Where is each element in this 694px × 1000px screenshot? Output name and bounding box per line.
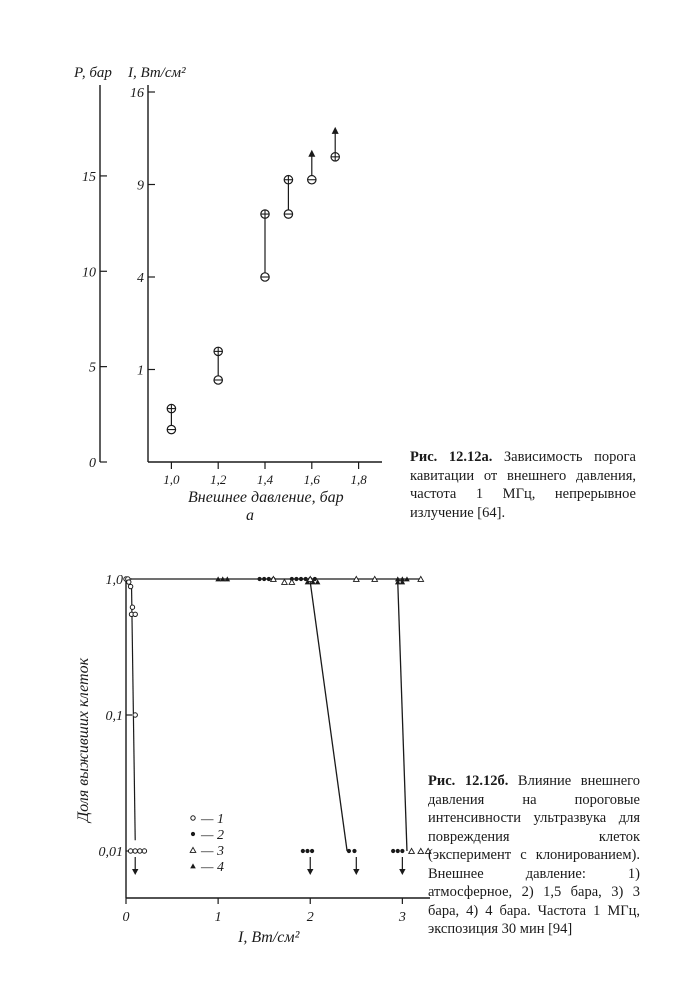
chart-a-right-tick-label: 4 (137, 271, 144, 286)
chart-b-point-series-1 (142, 849, 146, 853)
chart-a-right-ticks (130, 86, 155, 379)
chart-b-down-arrow-head (307, 869, 313, 875)
chart-b-point-series-3 (409, 848, 415, 853)
chart-b-point-series-2 (301, 849, 305, 853)
chart-b-x-axis-label: I, Вт/см² (238, 929, 300, 946)
chart-b-legend-label: — 4 (201, 860, 224, 875)
chart-b-down-arrow-head (399, 869, 405, 875)
chart-a-x-tick-label: 1,2 (210, 472, 227, 487)
chart-b-legend-label: — 2 (201, 828, 224, 843)
chart-b-y-axis-label: Доля выживших клеток (75, 657, 92, 822)
chart-b-point-series-1 (138, 849, 142, 853)
chart-b-point-series-1 (133, 612, 137, 616)
chart-b-point-series-3 (282, 579, 288, 584)
chart-a-x-ticks (163, 462, 367, 487)
chart-a-x-tick-label: 1,0 (163, 472, 180, 487)
chart-a-x-tick-label: 1,4 (256, 472, 274, 487)
chart-b-point-series-2 (262, 577, 266, 581)
chart-b (75, 573, 431, 946)
figure-b-caption-text: Влияние внешнего давления на пороговые интенсивности ультразвука для повреждения клеток (эксперимент с клонированием). Внешнее давление: 1) атмосферное, 2) 1,5 бара, 3) 3 бара, 4) 4 бара. Частота 1 МГц, экспозиция 30 мин [94] (428, 773, 640, 937)
chart-a-arrow-head (332, 127, 339, 134)
chart-b-point-series-1 (133, 713, 137, 717)
chart-a-arrow-head (308, 150, 315, 157)
chart-b-point-series-1 (127, 580, 131, 584)
chart-b-point-series-2 (396, 849, 400, 853)
chart-a-x-tick-label: 1,6 (303, 472, 320, 487)
chart-b-point-series-1 (128, 849, 132, 853)
chart-a-left-tick-label: 5 (89, 360, 96, 376)
chart-a-right-axis-label: I, Вт/см² (128, 65, 186, 81)
figure-b-caption (428, 772, 640, 939)
chart-a-left-ticks (82, 170, 107, 471)
chart-b-point-series-2 (305, 849, 309, 853)
chart-b-point-series-2 (352, 849, 356, 853)
chart-a-x-tick-label: 1,8 (350, 472, 367, 487)
chart-b-point-series-2 (310, 849, 314, 853)
chart-b-point-series-2 (299, 577, 303, 581)
chart-a-points (167, 127, 339, 434)
chart-a-left-tick-label: 15 (82, 169, 96, 185)
figure-b-caption-label: Рис. 12.12б. (428, 773, 509, 789)
chart-a-right-tick-label: 9 (137, 178, 144, 194)
chart-b-point-series-2 (400, 849, 404, 853)
chart-b-y-tick-label: 0,1 (105, 709, 123, 724)
chart-b-point-series-2 (257, 577, 261, 581)
chart-b-x-tick-label: 2 (306, 910, 314, 925)
chart-b-x-tick-label: 1 (214, 910, 222, 925)
chart-b-x-tick-label: 3 (398, 910, 406, 925)
chart-b-y-tick-label: 1,0 (105, 573, 123, 588)
figure-a-caption-label: Рис. 12.12а. (410, 449, 493, 465)
chart-b-down-arrow-head (353, 869, 359, 875)
chart-b-point-series-3 (289, 579, 295, 584)
chart-b-legend-label: — 3 (201, 844, 224, 859)
chart-a-right-tick-label: 16 (130, 86, 144, 101)
chart-b-y-tick-label: 0,01 (98, 845, 123, 860)
chart-b-point-series-2 (391, 849, 395, 853)
figure-a-caption (410, 448, 636, 522)
chart-a-left-tick-label: 0 (89, 456, 96, 471)
chart-a-left-axis-label: Р, бар (74, 65, 112, 81)
chart-b-legend-marker (190, 847, 196, 852)
chart-b-point-series-1 (130, 605, 134, 609)
figure-a-caption-text: Зависимость порога кавитации от внешнего давления, частота 1 МГц, непрерывное излучение [64]. (410, 449, 636, 521)
chart-b-point-series-2 (267, 577, 271, 581)
chart-b-point-series-3 (418, 848, 424, 853)
chart-b-legend (190, 812, 224, 875)
chart-a-sublabel: а (246, 507, 254, 524)
chart-a-x-axis-label: Внешнее давление, бар (188, 489, 344, 506)
chart-b-point-series-2 (294, 577, 298, 581)
chart-b-points (124, 576, 431, 853)
chart-b-y-ticks (99, 573, 133, 860)
chart-b-legend-marker (191, 832, 195, 836)
chart-a-right-tick-label: 1 (137, 363, 144, 379)
chart-b-point-series-1 (128, 584, 132, 588)
chart-b-point-series-1 (133, 849, 137, 853)
chart-b-legend-marker (191, 816, 195, 820)
chart-b-legend-marker (190, 863, 196, 868)
chart-b-point-series-2 (347, 849, 351, 853)
chart-b-x-tick-label: 0 (122, 910, 130, 925)
chart-b-threshold-line (398, 582, 407, 851)
chart-b-legend-label: — 1 (201, 812, 224, 827)
chart-b-down-arrow-head (132, 869, 138, 875)
chart-b-x-ticks (123, 898, 406, 925)
chart-b-threshold-line (310, 582, 347, 851)
chart-a (73, 65, 382, 524)
chart-a-left-tick-label: 10 (82, 265, 96, 281)
chart-b-lines (131, 579, 421, 875)
